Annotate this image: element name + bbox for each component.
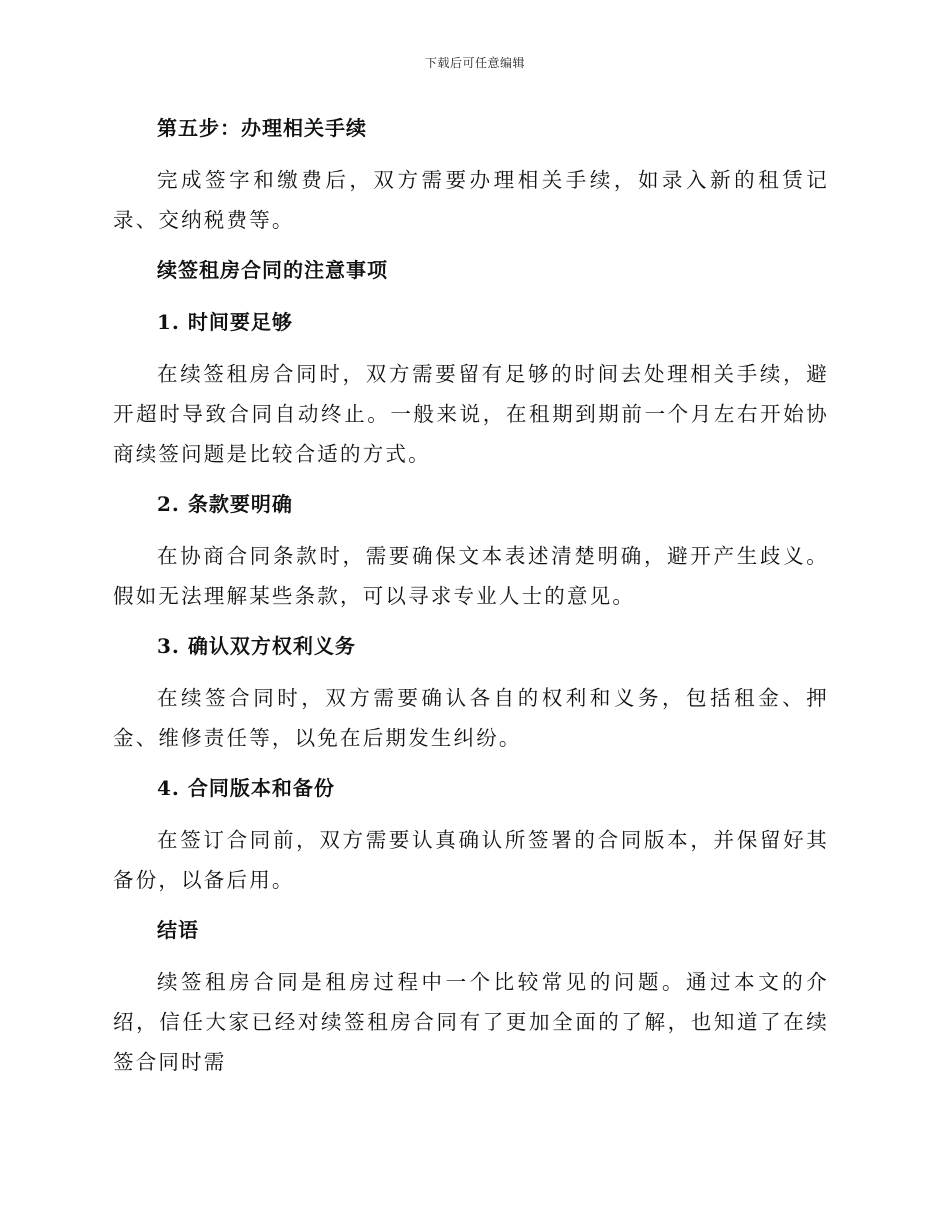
subheading-time: 1. 时间要足够	[157, 310, 293, 334]
paragraph-time: 在续签租房合同时，双方需要留有足够的时间去处理相关手续，避开超时导致合同自动终止。一般来说，在租期到期前一个月左右开始协商续签问题是比较合适的方式。	[113, 362, 829, 466]
subheading-version: 4. 合同版本和备份	[157, 776, 335, 800]
page-header: 下载后可任意编辑	[424, 56, 525, 70]
section-heading-conclusion: 结语	[157, 918, 199, 942]
paragraph-step-five: 完成签字和缴费后，双方需要办理相关手续，如录入新的租赁记录、交纳税费等。	[113, 168, 829, 232]
paragraph-version: 在签订合同前，双方需要认真确认所签署的合同版本，并保留好其备份，以备后用。	[113, 828, 829, 892]
paragraph-terms: 在协商合同条款时，需要确保文本表述清楚明确，避开产生歧义。假如无法理解某些条款，可以寻求专业人士的意见。	[113, 544, 829, 608]
document-body	[113, 108, 829, 1082]
subheading-terms: 2. 条款要明确	[157, 492, 293, 516]
subheading-rights: 3. 确认双方权利义务	[157, 634, 356, 658]
section-heading-step-five: 第五步：办理相关手续	[157, 116, 367, 140]
section-heading-notes: 续签租房合同的注意事项	[157, 258, 388, 282]
paragraph-rights: 在续签合同时，双方需要确认各自的权利和义务，包括租金、押金、维修责任等，以免在后期发生纠纷。	[113, 686, 829, 750]
paragraph-conclusion: 续签租房合同是租房过程中一个比较常见的问题。通过本文的介绍，信任大家已经对续签租房合同有了更加全面的了解，也知道了在续签合同时需	[113, 970, 829, 1074]
